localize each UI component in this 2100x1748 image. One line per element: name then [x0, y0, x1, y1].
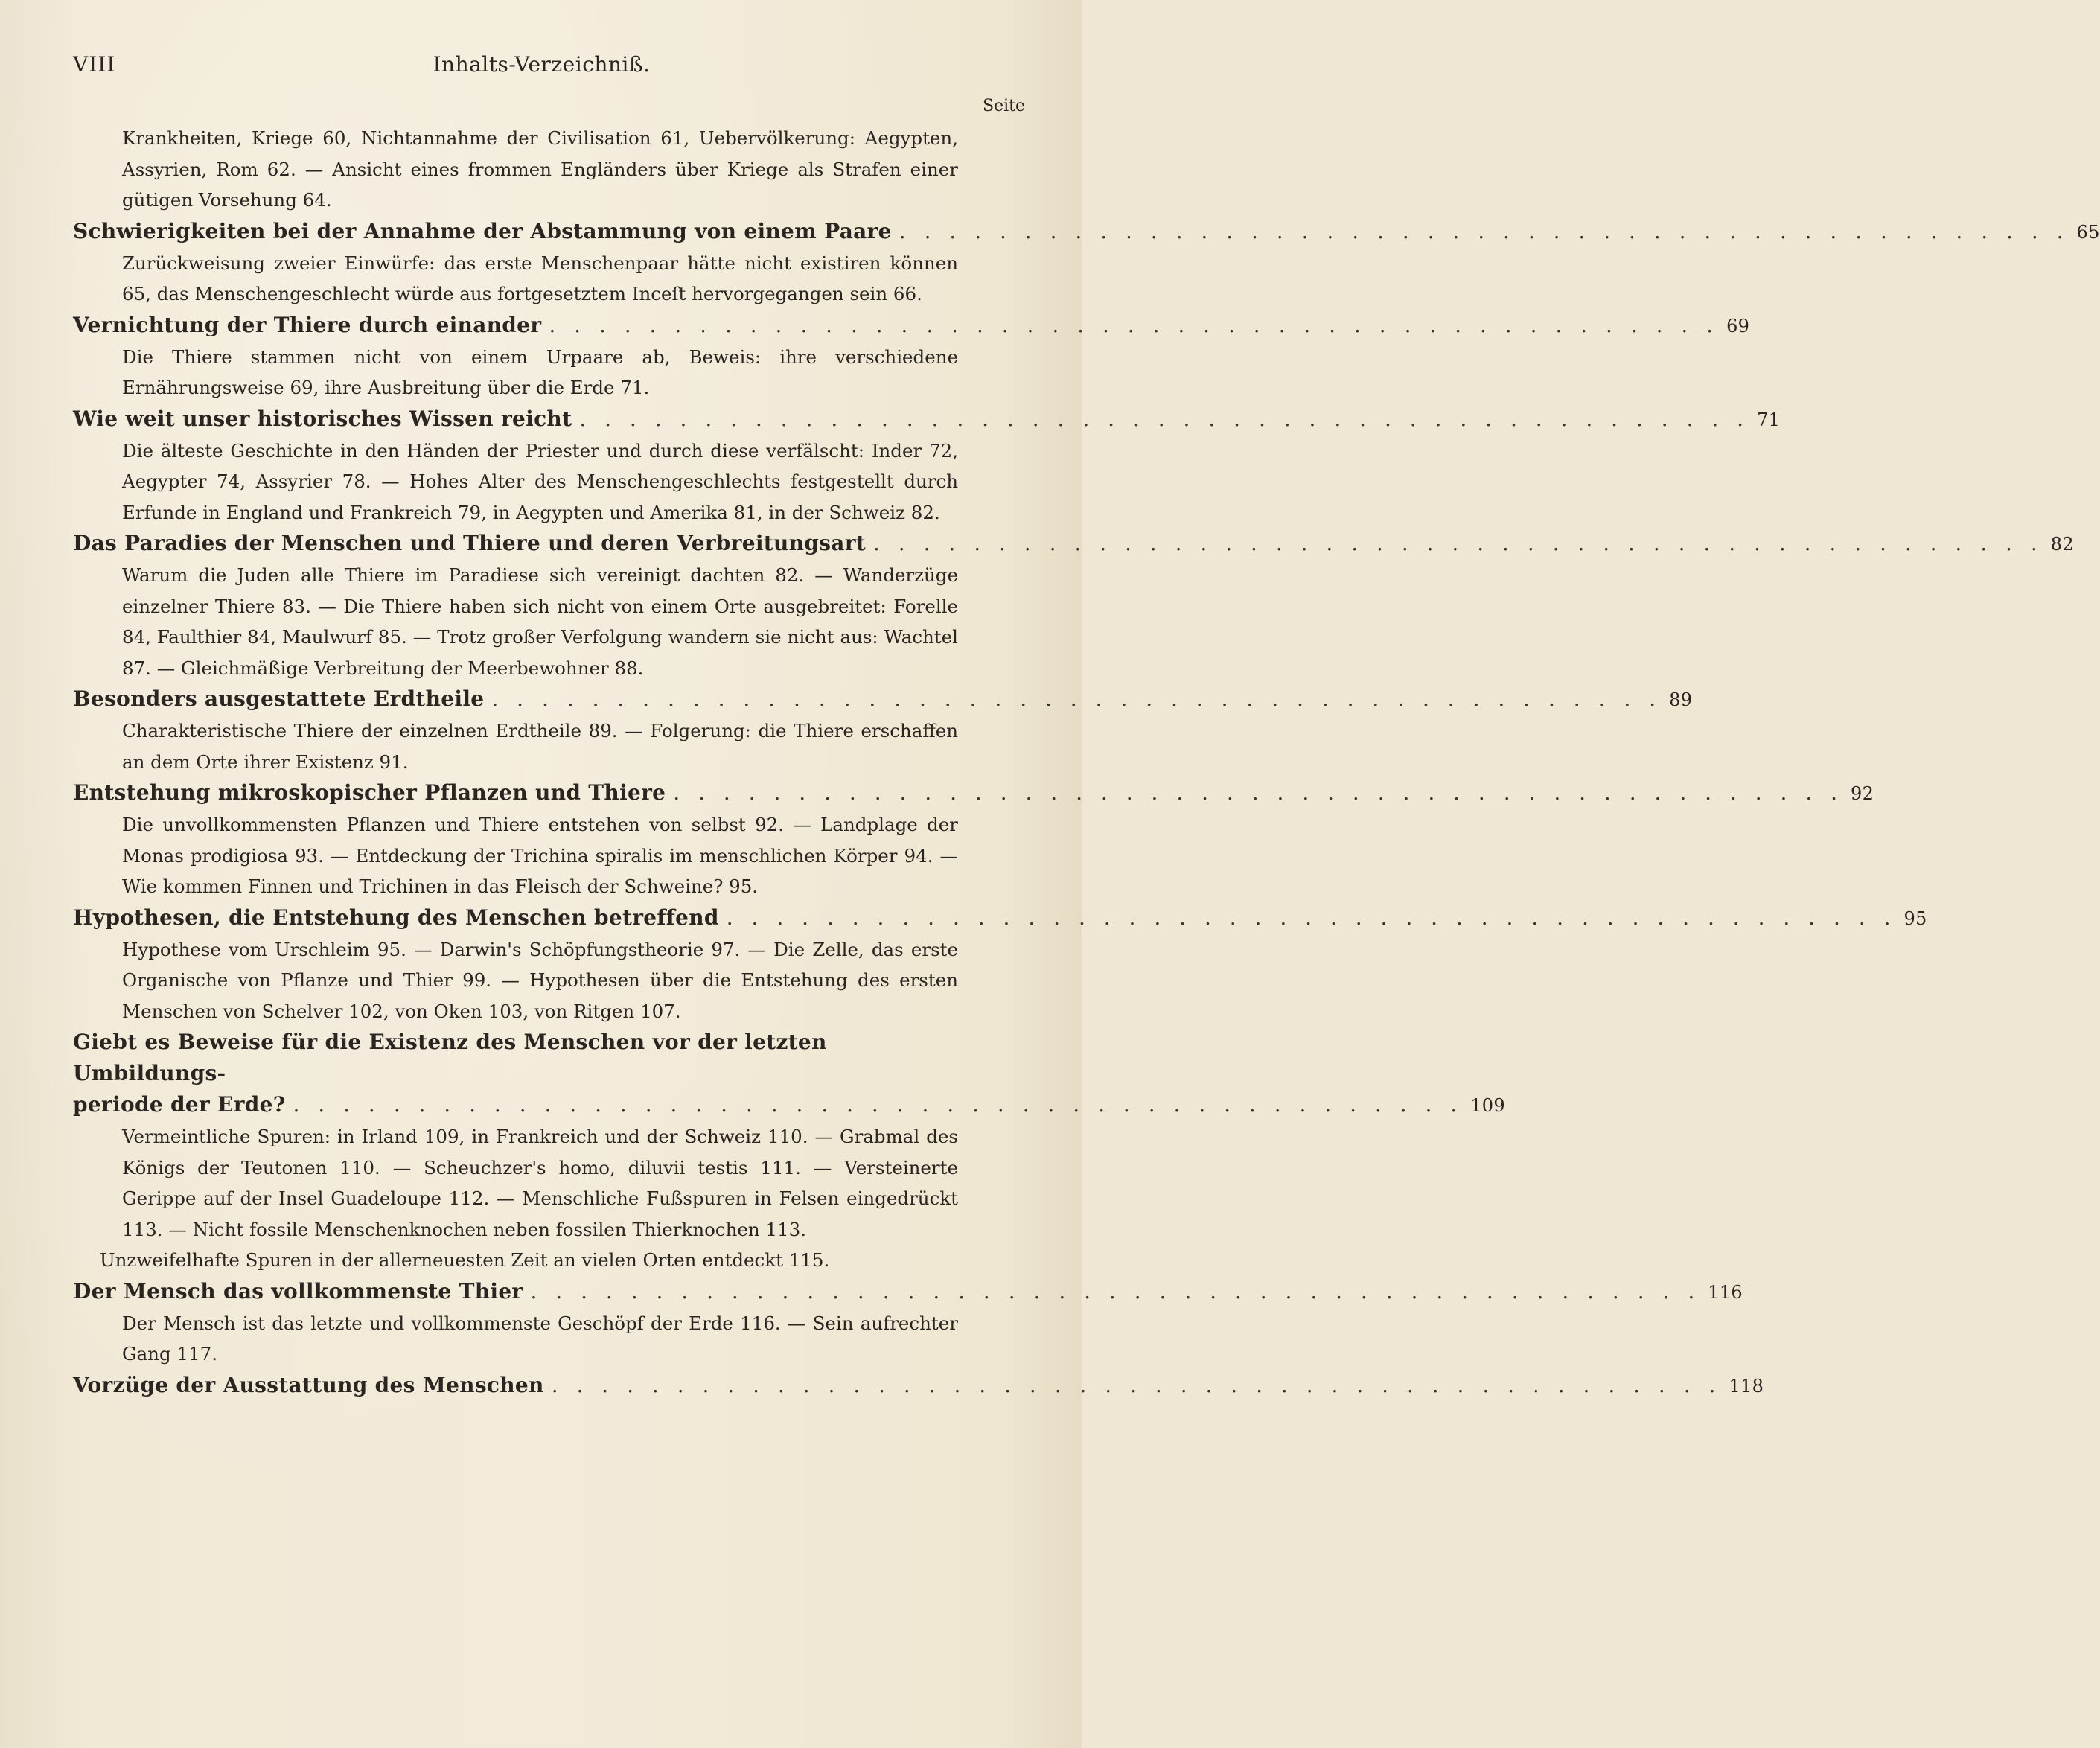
toc-entry [73, 902, 1927, 1027]
entry-page: 69 [1726, 315, 1750, 336]
entry-description: Hypothese vom Urschleim 95. — Darwin's Schöpfungstheorie 97. — Die Zelle, das erste Organische von Pflanze und Thier 99. — Hypothesen über die Entstehung des ersten Menschen von Schelver 102, von Oken 103, von Ritgen 107. [122, 938, 958, 1022]
entry-heading [73, 683, 1693, 715]
entry-title: Hypothesen, die Entstehung des Menschen betreffend [73, 905, 719, 930]
toc-entry [73, 1276, 1743, 1370]
leader-dots: . . . . . . . . . . . . . . . . . . . . . . . . . . . . . . . . . . . . . . . . . . . . . . . [549, 312, 1720, 337]
page-folio: VIII [73, 52, 116, 77]
entry-heading [73, 403, 1781, 436]
entry-title: Besonders ausgestattete Erdtheile [73, 686, 485, 711]
entry-heading [73, 1276, 1743, 1308]
entry-title: Schwierigkeiten bei der Annahme der Abstammung von einem Paare [73, 218, 892, 243]
entry-title: periode der Erde? [73, 1092, 286, 1117]
entry-description: Charakteristische Thiere der einzelnen Erdtheile 89. — Folgerung: die Thiere erschaffen an dem Orte ihrer Existenz 91. [122, 720, 958, 773]
entry-title: Entstehung mikroskopischer Pflanzen und Thiere [73, 780, 666, 805]
leader-dots: . . . . . . . . . . . . . . . . . . . . . . . . . . . . . . . . . . . . . . . . . . . . . . . [530, 1278, 1701, 1304]
entry-page: 82 [2050, 534, 2074, 555]
entry-page: 71 [1757, 409, 1781, 430]
entry-page: 65 [2076, 221, 2100, 243]
entry-description: Warum die Juden alle Thiere im Paradiese sich vereinigt dachten 82. — Wanderzüge einzelner Thiere 83. — Die Thiere haben sich nicht von einem Orte ausgebreitet: Forelle 84, Faulthier 84, Maulwurf 85. — Trotz großer Verfolgung wandern sie nicht aus: Wachtel 87. — Gleichmäßige Verbreitung der Meerbewohner 88. [122, 564, 958, 679]
entry-heading [73, 310, 1750, 342]
toc-entry [73, 528, 2074, 683]
entry-heading [73, 1089, 1505, 1121]
running-title: Inhalts-Verzeichniß. [433, 52, 651, 77]
entry-page: 116 [1708, 1281, 1743, 1303]
entry-page: 109 [1470, 1095, 1505, 1116]
toc-entry [73, 1370, 1764, 1402]
leader-dots: . . . . . . . . . . . . . . . . . . . . . . . . . . . . . . . . . . . . . . . . . . . . . . . [873, 531, 2043, 555]
entry-page: 92 [1851, 783, 1874, 804]
entry-page: 89 [1669, 689, 1693, 710]
entry-heading [73, 528, 2074, 560]
toc-entry [73, 777, 1874, 902]
toc-entry [73, 310, 1750, 403]
entry-heading [73, 777, 1874, 809]
entry-description: Die älteste Geschichte in den Händen der Priester und durch diese verfälscht: Inder 72, Aegypter 74, Assyrier 78. — Hohes Alter des Menschengeschlechts festgestellt durch Erfunde in England und Frankreich 79, in Aegypten und Amerika 81, in der Schweiz 82. [122, 439, 958, 523]
entry-heading [73, 216, 2100, 248]
entry-title: Vorzüge der Ausstattung des Menschen [73, 1372, 544, 1397]
leader-dots: . . . . . . . . . . . . . . . . . . . . . . . . . . . . . . . . . . . . . . . . . . . . . . . [899, 218, 2069, 243]
entry-heading [73, 1370, 1764, 1402]
leader-dots: . . . . . . . . . . . . . . . . . . . . . . . . . . . . . . . . . . . . . . . . . . . . . . . [673, 780, 1844, 805]
toc-entry [73, 216, 2100, 310]
entry-extra-note: Unzweifelhafte Spuren in der allerneuesten Zeit an vielen Orten entdeckt 115. [100, 1249, 830, 1271]
page-header [73, 52, 1010, 82]
entry-heading-line1: Giebt es Beweise für die Existenz des Menschen vor der letzten Umbildungs- [73, 1030, 827, 1085]
toc-entry [73, 1027, 1505, 1276]
seite-label: Seite [983, 97, 1025, 115]
entry-title: Das Paradies der Menschen und Thiere und deren Verbreitungsart [73, 531, 866, 555]
entry-page: 95 [1903, 908, 1927, 929]
entry-description: Die Thiere stammen nicht von einem Urpaare ab, Beweis: ihre verschiedene Ernährungsweise 69, ihre Ausbreitung über die Erde 71. [122, 345, 958, 398]
leader-dots: . . . . . . . . . . . . . . . . . . . . . . . . . . . . . . . . . . . . . . . . . . . . . . . [293, 1092, 1464, 1117]
leader-dots: . . . . . . . . . . . . . . . . . . . . . . . . . . . . . . . . . . . . . . . . . . . . . . . [551, 1372, 1722, 1397]
entry-title: Der Mensch das vollkommenste Thier [73, 1278, 523, 1304]
entry-description: Zurückweisung zweier Einwürfe: das erste Menschenpaar hätte nicht existiren können 65, das Menschengeschlecht würde aus fortgesetztem Inceſt hervorgegangen sein 66. [122, 252, 958, 304]
entry-page: 118 [1729, 1375, 1764, 1397]
leader-dots: . . . . . . . . . . . . . . . . . . . . . . . . . . . . . . . . . . . . . . . . . . . . . . . [726, 905, 1897, 930]
intro-description: Krankheiten, Kriege 60, Nichtannahme der Civilisation 61, Uebervölkerung: Aegypten, Assyrien, Rom 62. — Ansicht eines frommen Engländers über Kriege als Strafen einer gütigen Vorsehung 64. [122, 127, 958, 211]
toc-entry [73, 403, 1781, 529]
entry-description: Der Mensch ist das letzte und vollkommenste Geschöpf der Erde 116. — Sein aufrechter Gang 117. [122, 1312, 958, 1365]
leader-dots: . . . . . . . . . . . . . . . . . . . . . . . . . . . . . . . . . . . . . . . . . . . . . . . [579, 406, 1750, 431]
entry-title: Wie weit unser historisches Wissen reicht [73, 406, 572, 431]
leader-dots: . . . . . . . . . . . . . . . . . . . . . . . . . . . . . . . . . . . . . . . . . . . . . . . [491, 686, 1662, 711]
entry-heading [73, 902, 1927, 934]
entry-title: Vernichtung der Thiere durch einander [73, 312, 542, 337]
entry-description: Vermeintliche Spuren: in Irland 109, in Frankreich und der Schweiz 110. — Grabmal des Königs der Teutonen 110. — Scheuchzer's homo, diluvii testis 111. — Versteinerte Gerippe auf der Insel Guadeloupe 112. — Menschliche Fußspuren in Felsen eingedrückt 113. — Nicht fossile Menschenknochen neben fossilen Thierknochen 113. [122, 1126, 958, 1240]
entry-description: Die unvollkommensten Pflanzen und Thiere entstehen von selbst 92. — Landplage der Monas prodigiosa 93. — Entdeckung der Trichina spiralis im menschlichen Körper 94. — Wie kommen Finnen und Trichinen in das Fleisch der Schweine? 95. [122, 814, 958, 897]
table-of-contents [73, 123, 2100, 1402]
toc-entry [73, 683, 1693, 777]
